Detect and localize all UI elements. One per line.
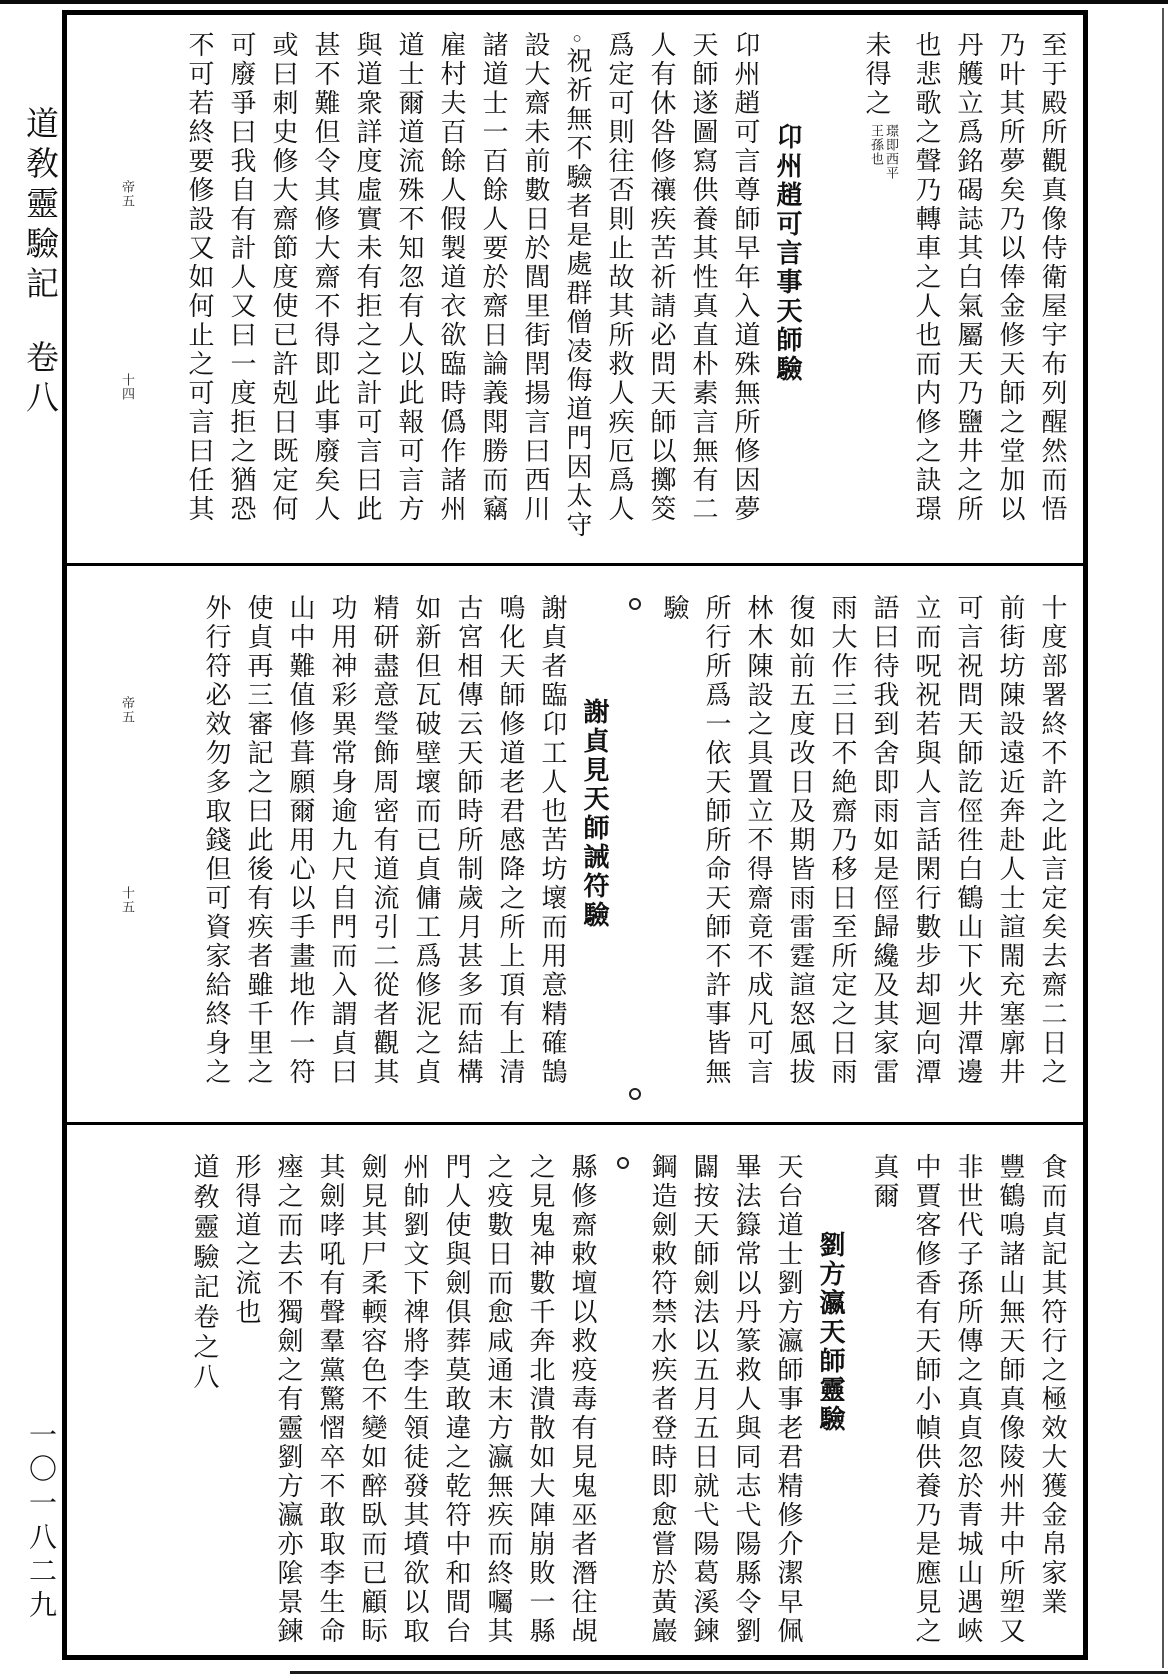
column-text: 甚不難但令其修大齋不得即此事廢矣人 — [311, 31, 340, 524]
collation-circle: ○ — [569, 31, 585, 47]
column-text: 其劍哮吼有聲羣黨驚慴卒不敢取李生命 — [316, 1153, 345, 1646]
text-column — [647, 1153, 677, 1655]
text-column — [953, 1153, 983, 1655]
column-text: 卬州趙可言尊師早年入道殊無所修因夢 — [731, 31, 760, 524]
column-text: 山中難值修葺願爾用心以手畫地作一符 — [286, 594, 315, 1087]
column-text: 真爾 — [870, 1153, 899, 1211]
text-column — [869, 594, 899, 1122]
section-heading — [579, 594, 609, 1122]
text-column — [1037, 31, 1067, 563]
text-column — [701, 594, 731, 1122]
text-column — [911, 1153, 941, 1655]
volume-label: 卷八 — [21, 340, 57, 420]
text-column — [352, 31, 382, 563]
column-text: 祝祈無不驗者是處群僧凌侮道門因太守 — [563, 47, 592, 540]
column-text: 乃叶其所夢矣乃以俸金修天師之堂加以 — [996, 31, 1025, 524]
column-text: 可廢爭曰我自有計人又曰一度拒之猶恐 — [227, 31, 256, 524]
column-text: 與道衆詳度虛實未有拒之之計可言曰此 — [353, 31, 382, 524]
column-text: 道士爾道流殊不知忽有人以此報可言方 — [395, 31, 424, 524]
column-text: 可言祝問天師訖俓徃白鶴山下火井潭邊 — [954, 594, 983, 1087]
column-text: 天師遂圖寫供養其性真直朴素言無有二 — [689, 31, 718, 524]
text-column — [995, 31, 1025, 563]
column-text: 豐鶴鳴諸山無天師真像陵州井中所塑又 — [996, 1153, 1025, 1646]
interlinear-note — [869, 124, 899, 180]
text-column — [394, 31, 424, 563]
column-text: 爲定可則往否則止故其所救人疾厄爲人 — [605, 31, 634, 524]
text-column — [184, 31, 214, 563]
text-column — [243, 594, 273, 1122]
text-column — [911, 594, 941, 1122]
text-column — [688, 31, 718, 563]
section-heading — [772, 31, 802, 563]
column-text: 卬州趙可言事天師驗 — [773, 123, 802, 384]
column-text: 或曰刺史修大齋節度使已許剋日既定何 — [269, 31, 298, 524]
text-column — [268, 31, 298, 563]
text-column — [1037, 594, 1067, 1122]
column-text: 之見鬼神數千奔北潰散如大陣崩敗一縣 — [526, 1153, 555, 1646]
column-text: 鋼造劍敕符禁水疾者登時即愈嘗於黃巖 — [648, 1153, 677, 1646]
text-column — [310, 31, 340, 563]
text-column — [226, 31, 256, 563]
text-column — [231, 1153, 261, 1655]
column-text: 謝貞者臨卬工人也苦坊壞而用意精確鵠 — [538, 594, 567, 1087]
text-column — [827, 594, 857, 1122]
text-column — [537, 594, 567, 1122]
column-text: 未得之 — [862, 31, 891, 118]
text-column — [201, 594, 231, 1122]
column-text: 門人使與劍俱葬莫敢違之乾符中和間台 — [442, 1153, 471, 1646]
text-column — [785, 594, 815, 1122]
margin-note: 十五 — [120, 886, 135, 914]
margin-note: 十四 — [120, 373, 135, 401]
margin-note: 帝五 — [120, 180, 135, 208]
column-text: 前街坊陳設遠近奔赴人士諠閙充塞廓井 — [996, 594, 1025, 1087]
column-text: 食而貞記其符行之極效大獲金帛家業 — [1038, 1153, 1067, 1617]
margin-note: 帝五 — [120, 696, 135, 724]
collation-circle — [629, 598, 641, 610]
text-column — [399, 1153, 429, 1655]
page-frame — [62, 10, 1088, 1660]
column-text: 古宮相傳云天師時所制歲月甚多而結構 — [454, 594, 483, 1087]
column-text: 非世代子孫所傳之真貞忽於青城山遇峽 — [954, 1153, 983, 1646]
top-register — [67, 15, 1083, 563]
text-column — [731, 1153, 761, 1655]
scan-edge-bottom — [290, 1671, 1168, 1674]
column-text: 謝貞見天師誡符驗 — [580, 698, 609, 930]
collation-gap — [609, 1153, 635, 1655]
text-column — [369, 594, 399, 1122]
scan-edge-top — [0, 0, 1168, 4]
column-text: 道敎靈驗記卷之八 — [190, 1153, 219, 1393]
column-text: 功用神彩異常身逾九尺自門而入謂貞曰 — [328, 594, 357, 1087]
text-column — [495, 594, 525, 1122]
collation-circle — [629, 1088, 641, 1100]
section-heading — [815, 1153, 845, 1655]
text-column — [520, 31, 550, 563]
text-column — [659, 594, 689, 1122]
column-text: 形得道之流也 — [232, 1153, 261, 1327]
text-column — [995, 1153, 1025, 1655]
text-column — [285, 594, 315, 1122]
column-text: 諸道士一百餘人要於齋日論義閗勝而竊 — [479, 31, 508, 524]
column-text: 劉方瀛天師靈驗 — [816, 1231, 845, 1434]
column-text: 雇村夫百餘人假製道衣欲臨時僞作諸州 — [437, 31, 466, 524]
column-text: 驗 — [660, 594, 689, 623]
text-column — [953, 594, 983, 1122]
text-column — [441, 1153, 471, 1655]
column-text: 天台道士劉方瀛師事老君精修介潔早佩 — [774, 1153, 803, 1646]
column-text: 瘞之而去不獨劍之有靈劉方瀛亦隂景鍊 — [274, 1153, 303, 1646]
column-text: 十度部署終不許之此言定矣去齋二日之 — [1038, 594, 1067, 1087]
text-column — [357, 1153, 387, 1655]
column-text: 縣修齋敕壇以救疫毒有見鬼巫者潛往覘 — [568, 1153, 597, 1646]
column-text: 精研盡意瑩飾周密有道流引二從者觀其 — [370, 594, 399, 1087]
bottom-register — [67, 1125, 1083, 1655]
text-column — [436, 31, 466, 563]
volume-end-line — [189, 1153, 219, 1655]
text-column — [869, 1153, 899, 1655]
collation-circle — [617, 1157, 629, 1169]
column-text: 如新但瓦破壁壞而已貞傭工爲修泥之貞 — [412, 594, 441, 1087]
text-column — [743, 594, 773, 1122]
column-text: 林木陳設之具置立不得齋竟不成凡可言 — [744, 594, 773, 1087]
text-column — [327, 594, 357, 1122]
column-text: 至于殿所觀真像侍衛屋宇布列醒然而悟 — [1038, 31, 1067, 524]
text-column — [604, 31, 634, 563]
column-text: 也悲歌之聲乃轉車之人也而内修之訣璟 — [912, 31, 941, 524]
column-text: 所行所爲一依天師所命天師不許事皆無 — [702, 594, 731, 1087]
column-text: 闢按天師劍法以五月五日就弋陽葛溪鍊 — [690, 1153, 719, 1646]
text-column — [911, 31, 941, 563]
text-column — [453, 594, 483, 1122]
text-column — [689, 1153, 719, 1655]
page-number: 一〇一八二九 — [25, 1420, 56, 1624]
scan-edge-right — [1162, 8, 1164, 1668]
text-column — [562, 31, 592, 563]
text-column — [995, 594, 1025, 1122]
text-column — [411, 594, 441, 1122]
text-column — [1037, 1153, 1067, 1655]
text-column — [646, 31, 676, 563]
text-column — [730, 31, 760, 563]
interlinear-note-line: 璟即西平 — [884, 124, 899, 180]
text-column — [525, 1153, 555, 1655]
column-text: 中賈客修香有天師小幀供養乃是應見之 — [912, 1153, 941, 1646]
column-text: 人有休咎修禳疾苦祈請必問天師以擲筊 — [647, 31, 676, 524]
text-column — [483, 1153, 513, 1655]
text-column — [567, 1153, 597, 1655]
column-text: 州帥劉文下禆將李生領徒發其墳欲以取 — [400, 1153, 429, 1646]
column-text: 設大齋未前數日於閭里街閈揚言曰西川 — [521, 31, 550, 524]
margin-volume-title — [16, 106, 63, 420]
column-text: 雨大作三日不絶齋乃移日至所定之日雨 — [828, 594, 857, 1087]
column-text: 語曰待我到舍即雨如是俓歸纔及其家雷 — [870, 594, 899, 1087]
text-column — [315, 1153, 345, 1655]
text-column — [862, 31, 899, 563]
column-text: 鳴化天師修道老君感降之所上頂有上清 — [496, 594, 525, 1087]
column-text: 外行符必效勿多取錢但可資家給終身之 — [202, 594, 231, 1087]
text-column — [953, 31, 983, 563]
column-text: 不可若終要修設又如何止之可言曰任其 — [185, 31, 214, 524]
column-text: 劍見其尸柔輭容色不變如醉臥而已顧眎 — [358, 1153, 387, 1646]
column-text: 立而呪祝若與人言話閑行數步却迴向潭 — [912, 594, 941, 1087]
column-text: 之疫數日而愈咸通末方瀛無疾而終囑其 — [484, 1153, 513, 1646]
column-text: 畢法籙常以丹篆救人與同志弋陽縣令劉 — [732, 1153, 761, 1646]
column-text: 使貞再三審記之曰此後有疾者雖千里之 — [244, 594, 273, 1087]
column-text: 復如前五度改日及期皆雨雷霆諠怒風拔 — [786, 594, 815, 1087]
collation-gap — [621, 594, 647, 1122]
column-text: 丹艧立爲銘碣誌其白氣屬天乃鹽井之所 — [954, 31, 983, 524]
interlinear-note-line: 王孫也 — [869, 124, 884, 166]
text-column — [773, 1153, 803, 1655]
text-column — [273, 1153, 303, 1655]
middle-register — [67, 566, 1083, 1122]
book-title: 道敎靈驗記 — [21, 106, 57, 306]
text-column — [478, 31, 508, 563]
